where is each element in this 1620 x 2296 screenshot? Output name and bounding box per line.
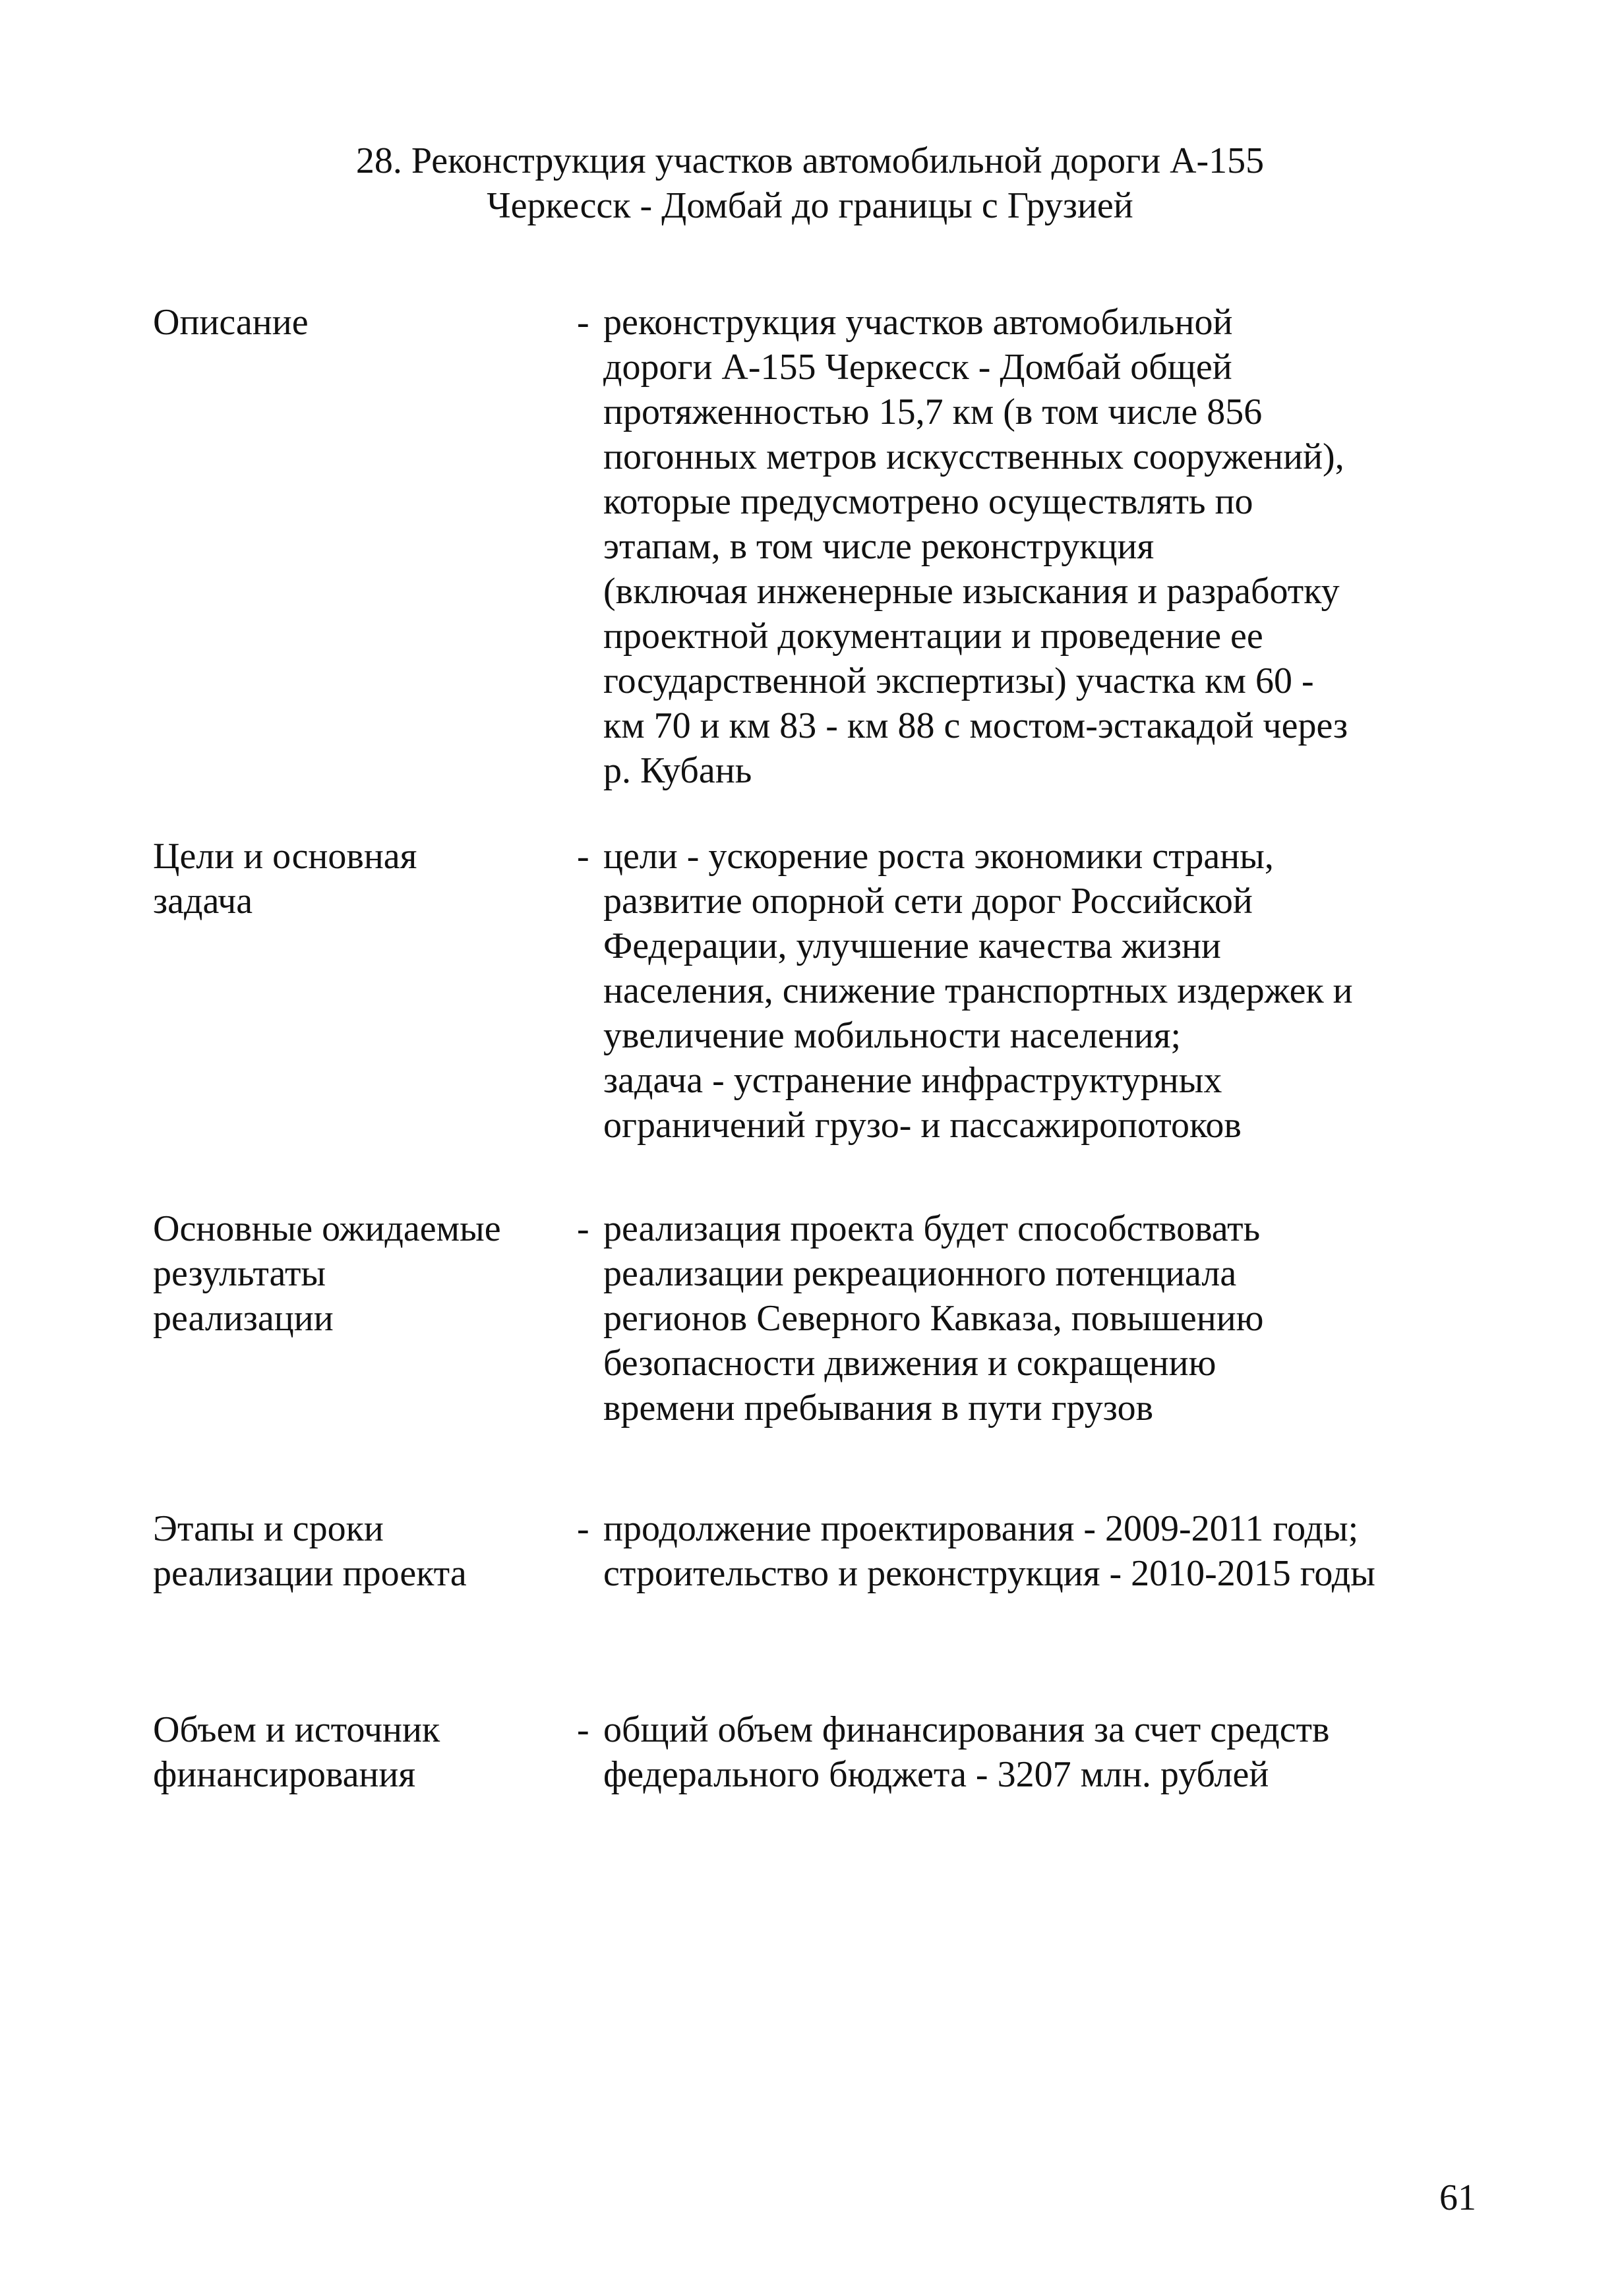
section-text-line: р. Кубань [603, 750, 752, 791]
section-text-line: цели - ускорение роста экономики страны, [603, 836, 1274, 877]
bullet-dash: - [577, 302, 589, 343]
section-text-line: задача - устранение инфраструктурных [603, 1060, 1222, 1101]
section-text-line: ограничений грузо- и пассажиропотоков [603, 1105, 1242, 1146]
section-label-line: Цели и основная [153, 836, 417, 877]
section-label [153, 1206, 562, 1341]
section-text-line: протяженностью 15,7 км (в том числе 856 [603, 392, 1263, 432]
section-label-line: реализации проекта [153, 1553, 467, 1594]
section-label [153, 1707, 562, 1797]
section-text-line: реализация проекта будет способствовать [603, 1208, 1261, 1249]
section-label [153, 834, 562, 924]
section-text [603, 1206, 1526, 1430]
bullet-dash: - [577, 1208, 589, 1249]
section-text [603, 1506, 1526, 1596]
title-line-1: 28. Реконструкция участков автомобильной дороги А-155 [355, 140, 1265, 181]
section-label-line: результаты [153, 1253, 326, 1294]
section-text [603, 300, 1526, 793]
title-line-2: Черкесск - Домбай до границы с Грузией [487, 185, 1133, 226]
section-text-line: государственной экспертизы) участка км 60 - [603, 661, 1314, 701]
section-text-line: времени пребывания в пути грузов [603, 1388, 1154, 1428]
section-label-line: реализации [153, 1298, 334, 1339]
section-text-line: строительство и реконструкция - 2010-2015 годы [603, 1553, 1375, 1594]
section-text-line: дороги А-155 Черкесск - Домбай общей [603, 347, 1232, 388]
bullet-dash: - [577, 836, 589, 877]
section-text-line: которые предусмотрено осуществлять по [603, 481, 1253, 522]
bullet-dash: - [577, 1508, 589, 1549]
section-text-line: населения, снижение транспортных издержек и [603, 970, 1353, 1011]
document-title [0, 138, 1620, 228]
page-number: 61 [1439, 2177, 1476, 2218]
section-text-line: Федерации, улучшение качества жизни [603, 926, 1221, 966]
section-text-line: продолжение проектирования - 2009-2011 годы; [603, 1508, 1359, 1549]
section-label-line: Основные ожидаемые [153, 1208, 501, 1249]
section-label-line: Объем и источник [153, 1709, 440, 1750]
section-text-line: реализации рекреационного потенциала [603, 1253, 1237, 1294]
section-text-line: федерального бюджета - 3207 млн. рублей [603, 1754, 1269, 1795]
section-label-line: Описание [153, 302, 309, 343]
section-text-line: реконструкция участков автомобильной [603, 302, 1233, 343]
section-text-line: погонных метров искусственных сооружений), [603, 436, 1344, 477]
section-text [603, 1707, 1526, 1797]
bullet-dash: - [577, 1709, 589, 1750]
section-text-line: (включая инженерные изыскания и разработку [603, 571, 1340, 612]
section-label-line: Этапы и сроки [153, 1508, 384, 1549]
section-text-line: увеличение мобильности населения; [603, 1015, 1182, 1056]
section-text-line: этапам, в том числе реконструкция [603, 526, 1155, 567]
section-label [153, 1506, 562, 1596]
section-text-line: км 70 и км 83 - км 88 с мостом-эстакадой через [603, 705, 1348, 746]
section-text-line: развитие опорной сети дорог Российской [603, 881, 1253, 922]
section-text-line: безопасности движения и сокращению [603, 1343, 1216, 1384]
section-text [603, 834, 1526, 1148]
section-label-line: задача [153, 881, 253, 922]
section-text-line: регионов Северного Кавказа, повышению [603, 1298, 1264, 1339]
section-label [153, 300, 562, 345]
section-text-line: общий объем финансирования за счет средств [603, 1709, 1330, 1750]
section-text-line: проектной документации и проведение ее [603, 616, 1263, 657]
section-label-line: финансирования [153, 1754, 416, 1795]
